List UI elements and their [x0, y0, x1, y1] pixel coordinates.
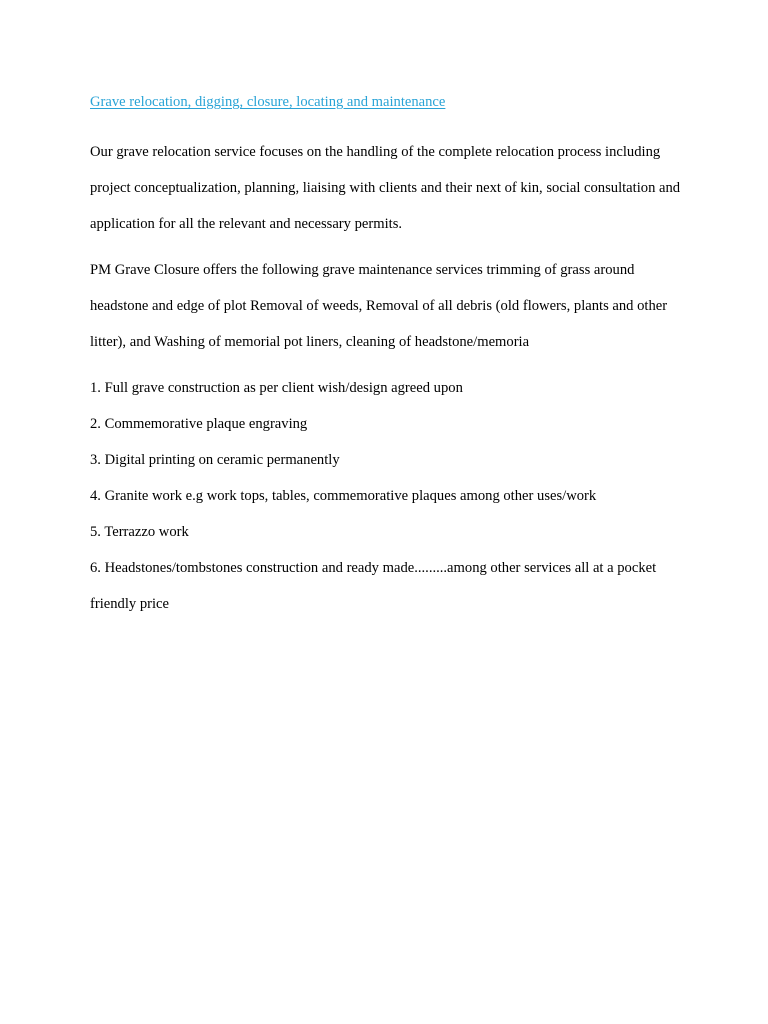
list-item: 4. Granite work e.g work tops, tables, commemorative plaques among other uses/work: [90, 488, 597, 504]
list-item: 1. Full grave construction as per client wish/design agreed upon: [90, 380, 463, 396]
relocation-service-paragraph: Our grave relocation service focuses on the handling of the complete relocation process including project conceptualization, planning, liaising with clients and their next of kin, social consultation and application for all the relevant and necessary permits.: [90, 144, 681, 232]
maintenance-services-paragraph: PM Grave Closure offers the following grave maintenance services trimming of grass around headstone and edge of plot Removal of weeds, Removal of all debris (old flowers, plants and other litter), and Washing of memorial pot liners, cleaning of headstone/memoria: [90, 262, 668, 350]
list-item: 3. Digital printing on ceramic permanently: [90, 452, 340, 468]
list-item: 6. Headstones/tombstones construction and ready made.........among other services all at a pocket friendly price: [90, 560, 657, 612]
list-item: 2. Commemorative plaque engraving: [90, 416, 308, 432]
services-list: [90, 370, 690, 622]
document-body: [90, 88, 690, 622]
heading-link[interactable]: Grave relocation, digging, closure, locating and maintenance: [90, 94, 446, 110]
list-item: 5. Terrazzo work: [90, 524, 189, 540]
